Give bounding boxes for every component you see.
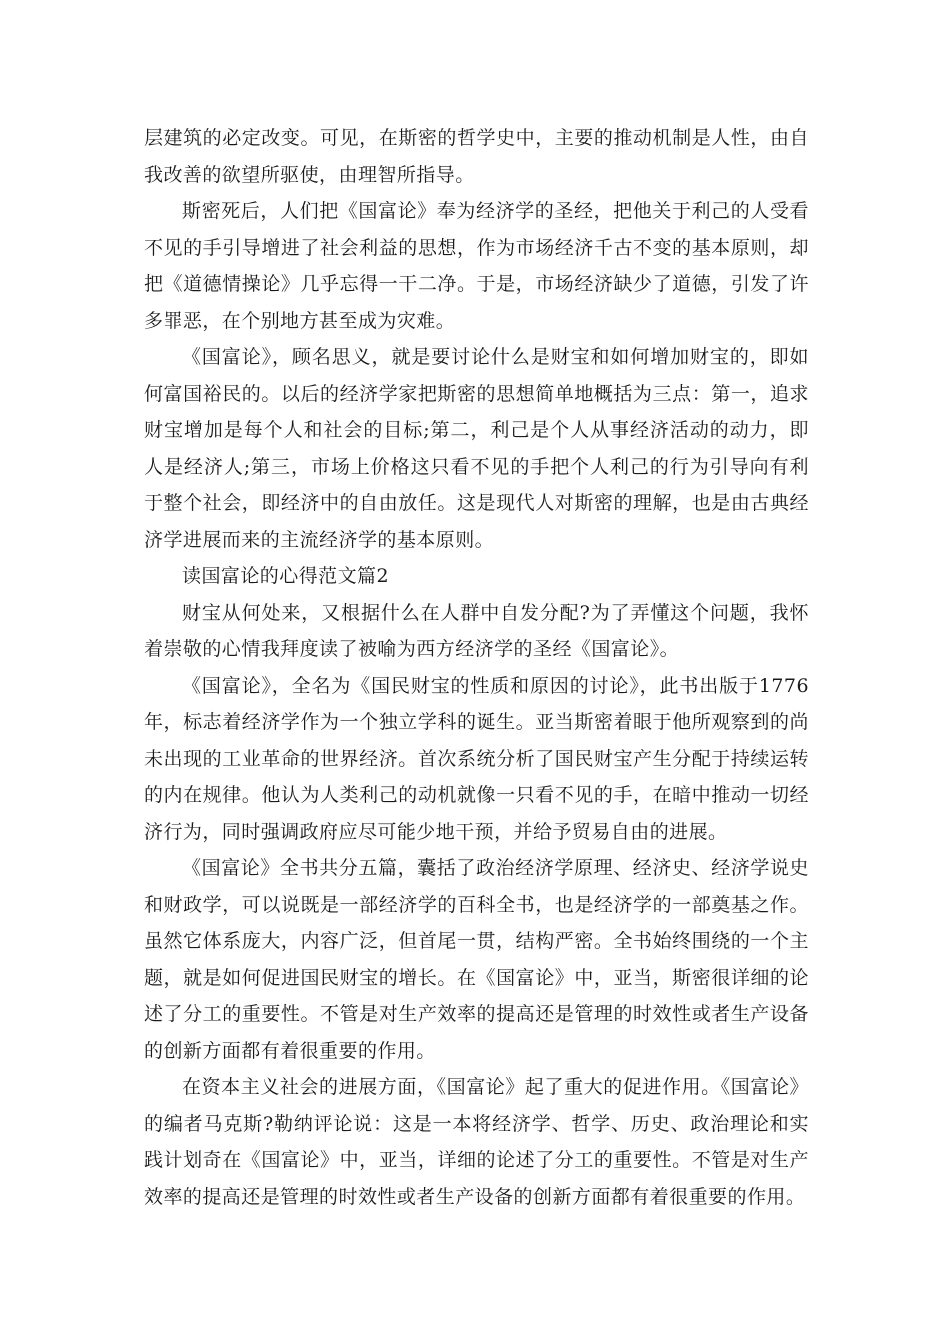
paragraph: 《国富论》全书共分五篇，囊括了政治经济学原理、经济史、经济学说史和财政学，可以说既是一部经济学的百科全书，也是经济学的一部奠基之作。虽然它体系庞大，内容广泛，但首尾一贯，结构严密。全书始终围绕的一个主题，就是如何促进国民财宝的增长。在《国富论》中，亚当，斯密很详细的论述了分工的重要性。不管是对生产效率的提高还是管理的时效性或者生产设备的创新方面都有着很重要的作用。	[144, 857, 809, 1062]
paragraph: 在资本主义社会的进展方面，《国富论》起了重大的促进作用。《国富论》的编者马克斯?勒纳评论说：这是一本将经济学、哲学、历史、政治理论和实践计划奇在《国富论》中，亚当，详细的论述了分工的重要性。不管是对生产效率的提高还是管理的时效性或者生产设备的创新方面都有着很重要的作用。	[144, 1076, 809, 1208]
paragraph: 《国富论》，全名为《国民财宝的性质和原因的讨论》，此书出版于1776年，标志着经济学作为一个独立学科的诞生。亚当斯密着眼于他所观察到的尚未出现的工业革命的世界经济。首次系统分析了国民财宝产生分配于持续运转的内在规律。他认为人类利己的动机就像一只看不见的手，在暗中推动一切经济行为，同时强调政府应尽可能少地干预，并给予贸易自由的进展。	[144, 674, 809, 843]
paragraph: 财宝从何处来，又根据什么在人群中自发分配?为了弄懂这个问题，我怀着崇敬的心情我拜度读了被喻为西方经济学的圣经《国富论》。	[144, 601, 809, 660]
paragraph: 《国富论》，顾名思义，就是要讨论什么是财宝和如何增加财宝的，即如何富国裕民的。以后的经济学家把斯密的思想简单地概括为三点：第一，追求财宝增加是每个人和社会的目标;第二，利己是个人从事经济活动的动力，即人是经济人;第三，市场上价格这只看不见的手把个人利己的行为引导向有利于整个社会，即经济中的自由放任。这是现代人对斯密的理解，也是由古典经济学进展而来的主流经济学的基本原则。	[144, 346, 809, 551]
document-body	[144, 120, 809, 1215]
section-heading: 读国富论的心得范文篇2	[182, 565, 390, 587]
paragraph-continuation: 层建筑的必定改变。可见，在斯密的哲学史中，主要的推动机制是人性，由自我改善的欲望所驱使，由理智所指导。	[144, 127, 809, 186]
paragraph: 斯密死后，人们把《国富论》奉为经济学的圣经，把他关于利己的人受看不见的手引导增进了社会利益的思想，作为市场经济千古不变的基本原则，却把《道德情操论》几乎忘得一干二净。于是，市场经济缺少了道德，引发了许多罪恶，在个别地方甚至成为灾难。	[144, 200, 809, 332]
